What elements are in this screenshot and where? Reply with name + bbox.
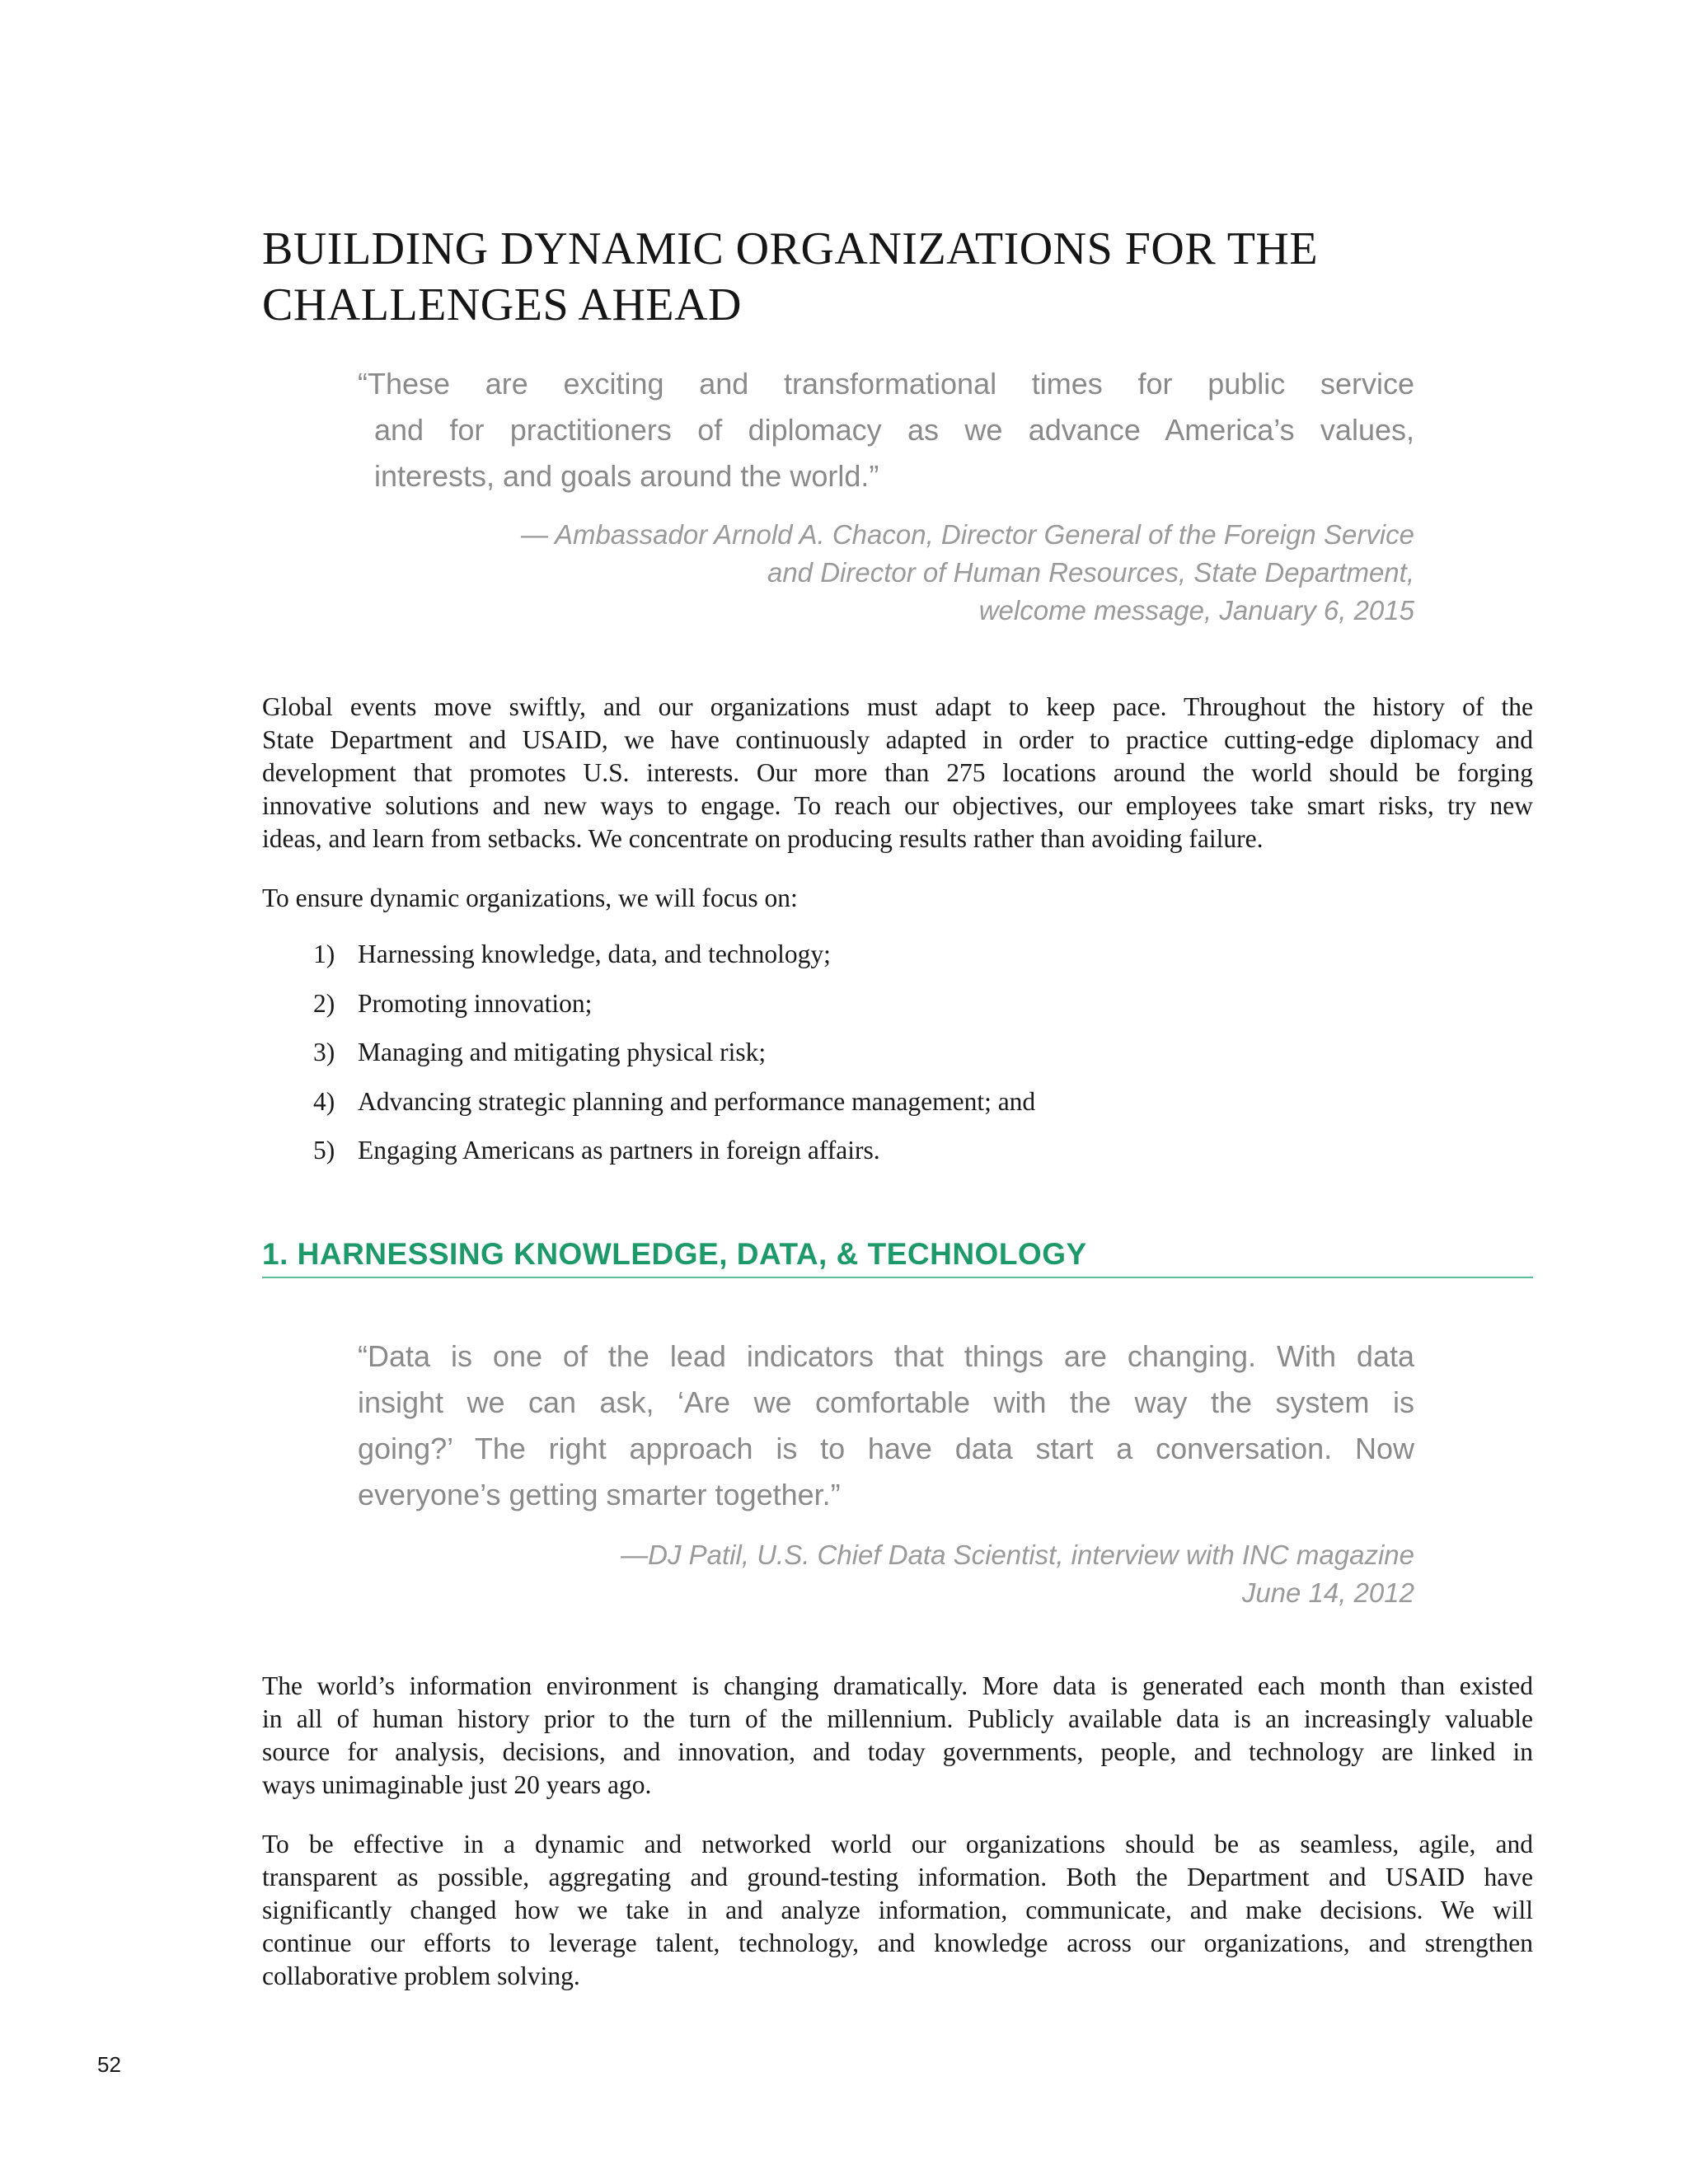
attribution-line: and Director of Human Resources, State Department,: [767, 557, 1414, 588]
list-item-text: Engaging Americans as partners in foreign affairs.: [358, 1136, 880, 1165]
quote-attribution: [358, 1536, 1414, 1612]
quote-text: [358, 1333, 1414, 1518]
quote-attribution: [358, 516, 1414, 630]
intro-paragraph: [262, 691, 1533, 855]
paragraph-line: continue our efforts to leverage talent, technology, and knowledge across our organizations, and strengthen: [262, 1929, 1533, 1957]
focus-list: [313, 938, 1035, 1183]
paragraph-line: Global events move swiftly, and our organizations must adapt to keep pace. Throughout the history of the: [262, 692, 1533, 721]
paragraph-line: collaborative problem solving.: [262, 1961, 580, 1990]
quote-line: going?’ The right approach is to have data start a conversation. Now: [358, 1432, 1414, 1465]
list-item-number: 3): [313, 1038, 335, 1066]
page-number: 52: [97, 2052, 121, 2077]
page-title-line: BUILDING DYNAMIC ORGANIZATIONS FOR THE: [262, 223, 1319, 274]
quote-line: insight we can ask, ‘Are we comfortable with the way the system is: [358, 1385, 1414, 1419]
page-title-line: CHALLENGES AHEAD: [262, 279, 742, 330]
focus-intro: [262, 882, 1533, 915]
pull-quote-chacon: [358, 361, 1414, 630]
section-divider: [262, 1277, 1533, 1278]
paragraph-line: To ensure dynamic organizations, we will focus on:: [262, 883, 798, 912]
list-item-text: Promoting innovation;: [358, 988, 593, 1018]
quote-line: everyone’s getting smarter together.”: [358, 1478, 841, 1511]
attribution-line: welcome message, January 6, 2015: [978, 595, 1414, 626]
list-item: [313, 1134, 1035, 1183]
list-item-number: 2): [313, 988, 335, 1018]
paragraph-line: ways unimaginable just 20 years ago.: [262, 1770, 652, 1799]
attribution-line: June 14, 2012: [1241, 1577, 1414, 1608]
paragraph-line: innovative solutions and new ways to engage. To reach our objectives, our employees take smart risks, try new: [262, 791, 1533, 820]
attribution-line: —DJ Patil, U.S. Chief Data Scientist, interview with INC magazine: [621, 1540, 1414, 1570]
paragraph-line: To be effective in a dynamic and networked world our organizations should be as seamless, agile, and: [262, 1830, 1533, 1858]
paragraph-line: ideas, and learn from setbacks. We concentrate on producing results rather than avoiding failure.: [262, 824, 1264, 853]
list-item-text: Managing and mitigating physical risk;: [358, 1038, 767, 1066]
quote-text: [358, 361, 1414, 499]
list-item: [313, 1085, 1035, 1135]
list-item-number: 4): [313, 1086, 335, 1116]
paragraph-line: source for analysis, decisions, and innovation, and today governments, people, and technology are linked in: [262, 1737, 1533, 1766]
attribution-line: — Ambassador Arnold A. Chacon, Director General of the Foreign Service: [521, 519, 1414, 550]
section-paragraph: [262, 1828, 1533, 1993]
paragraph-line: State Department and USAID, we have continuously adapted in order to practice cutting-edge diplomacy and: [262, 725, 1533, 754]
pull-quote-patil: [358, 1333, 1414, 1612]
list-item: [313, 987, 1035, 1037]
paragraph-line: significantly changed how we take in and analyze information, communicate, and make decisions. We will: [262, 1896, 1533, 1924]
page-title: [262, 221, 1548, 333]
paragraph-line: The world’s information environment is changing dramatically. More data is generated each month than existed: [262, 1671, 1533, 1700]
list-item: [313, 938, 1035, 987]
paragraph-line: development that promotes U.S. interests. Our more than 275 locations around the world should be forging: [262, 758, 1533, 787]
quote-line: “These are exciting and transformational times for public service: [358, 367, 1414, 401]
section-heading: 1. HARNESSING KNOWLEDGE, DATA, & TECHNOLOGY: [262, 1237, 1087, 1271]
list-item-text: Harnessing knowledge, data, and technology;: [358, 940, 831, 968]
list-item-text: Advancing strategic planning and performance management; and: [358, 1086, 1036, 1116]
list-item-number: 5): [313, 1136, 335, 1165]
paragraph-line: transparent as possible, aggregating and ground-testing information. Both the Department and USAID have: [262, 1863, 1533, 1891]
quote-line: interests, and goals around the world.”: [374, 459, 879, 493]
section-paragraph: [262, 1670, 1533, 1802]
list-item: [313, 1036, 1035, 1085]
list-item-number: 1): [313, 940, 335, 968]
quote-line: “Data is one of the lead indicators that things are changing. With data: [358, 1339, 1414, 1373]
quote-line: and for practitioners of diplomacy as we advance America’s values,: [374, 413, 1414, 447]
paragraph-line: in all of human history prior to the turn of the millennium. Publicly available data is an increasingly valuable: [262, 1704, 1533, 1733]
